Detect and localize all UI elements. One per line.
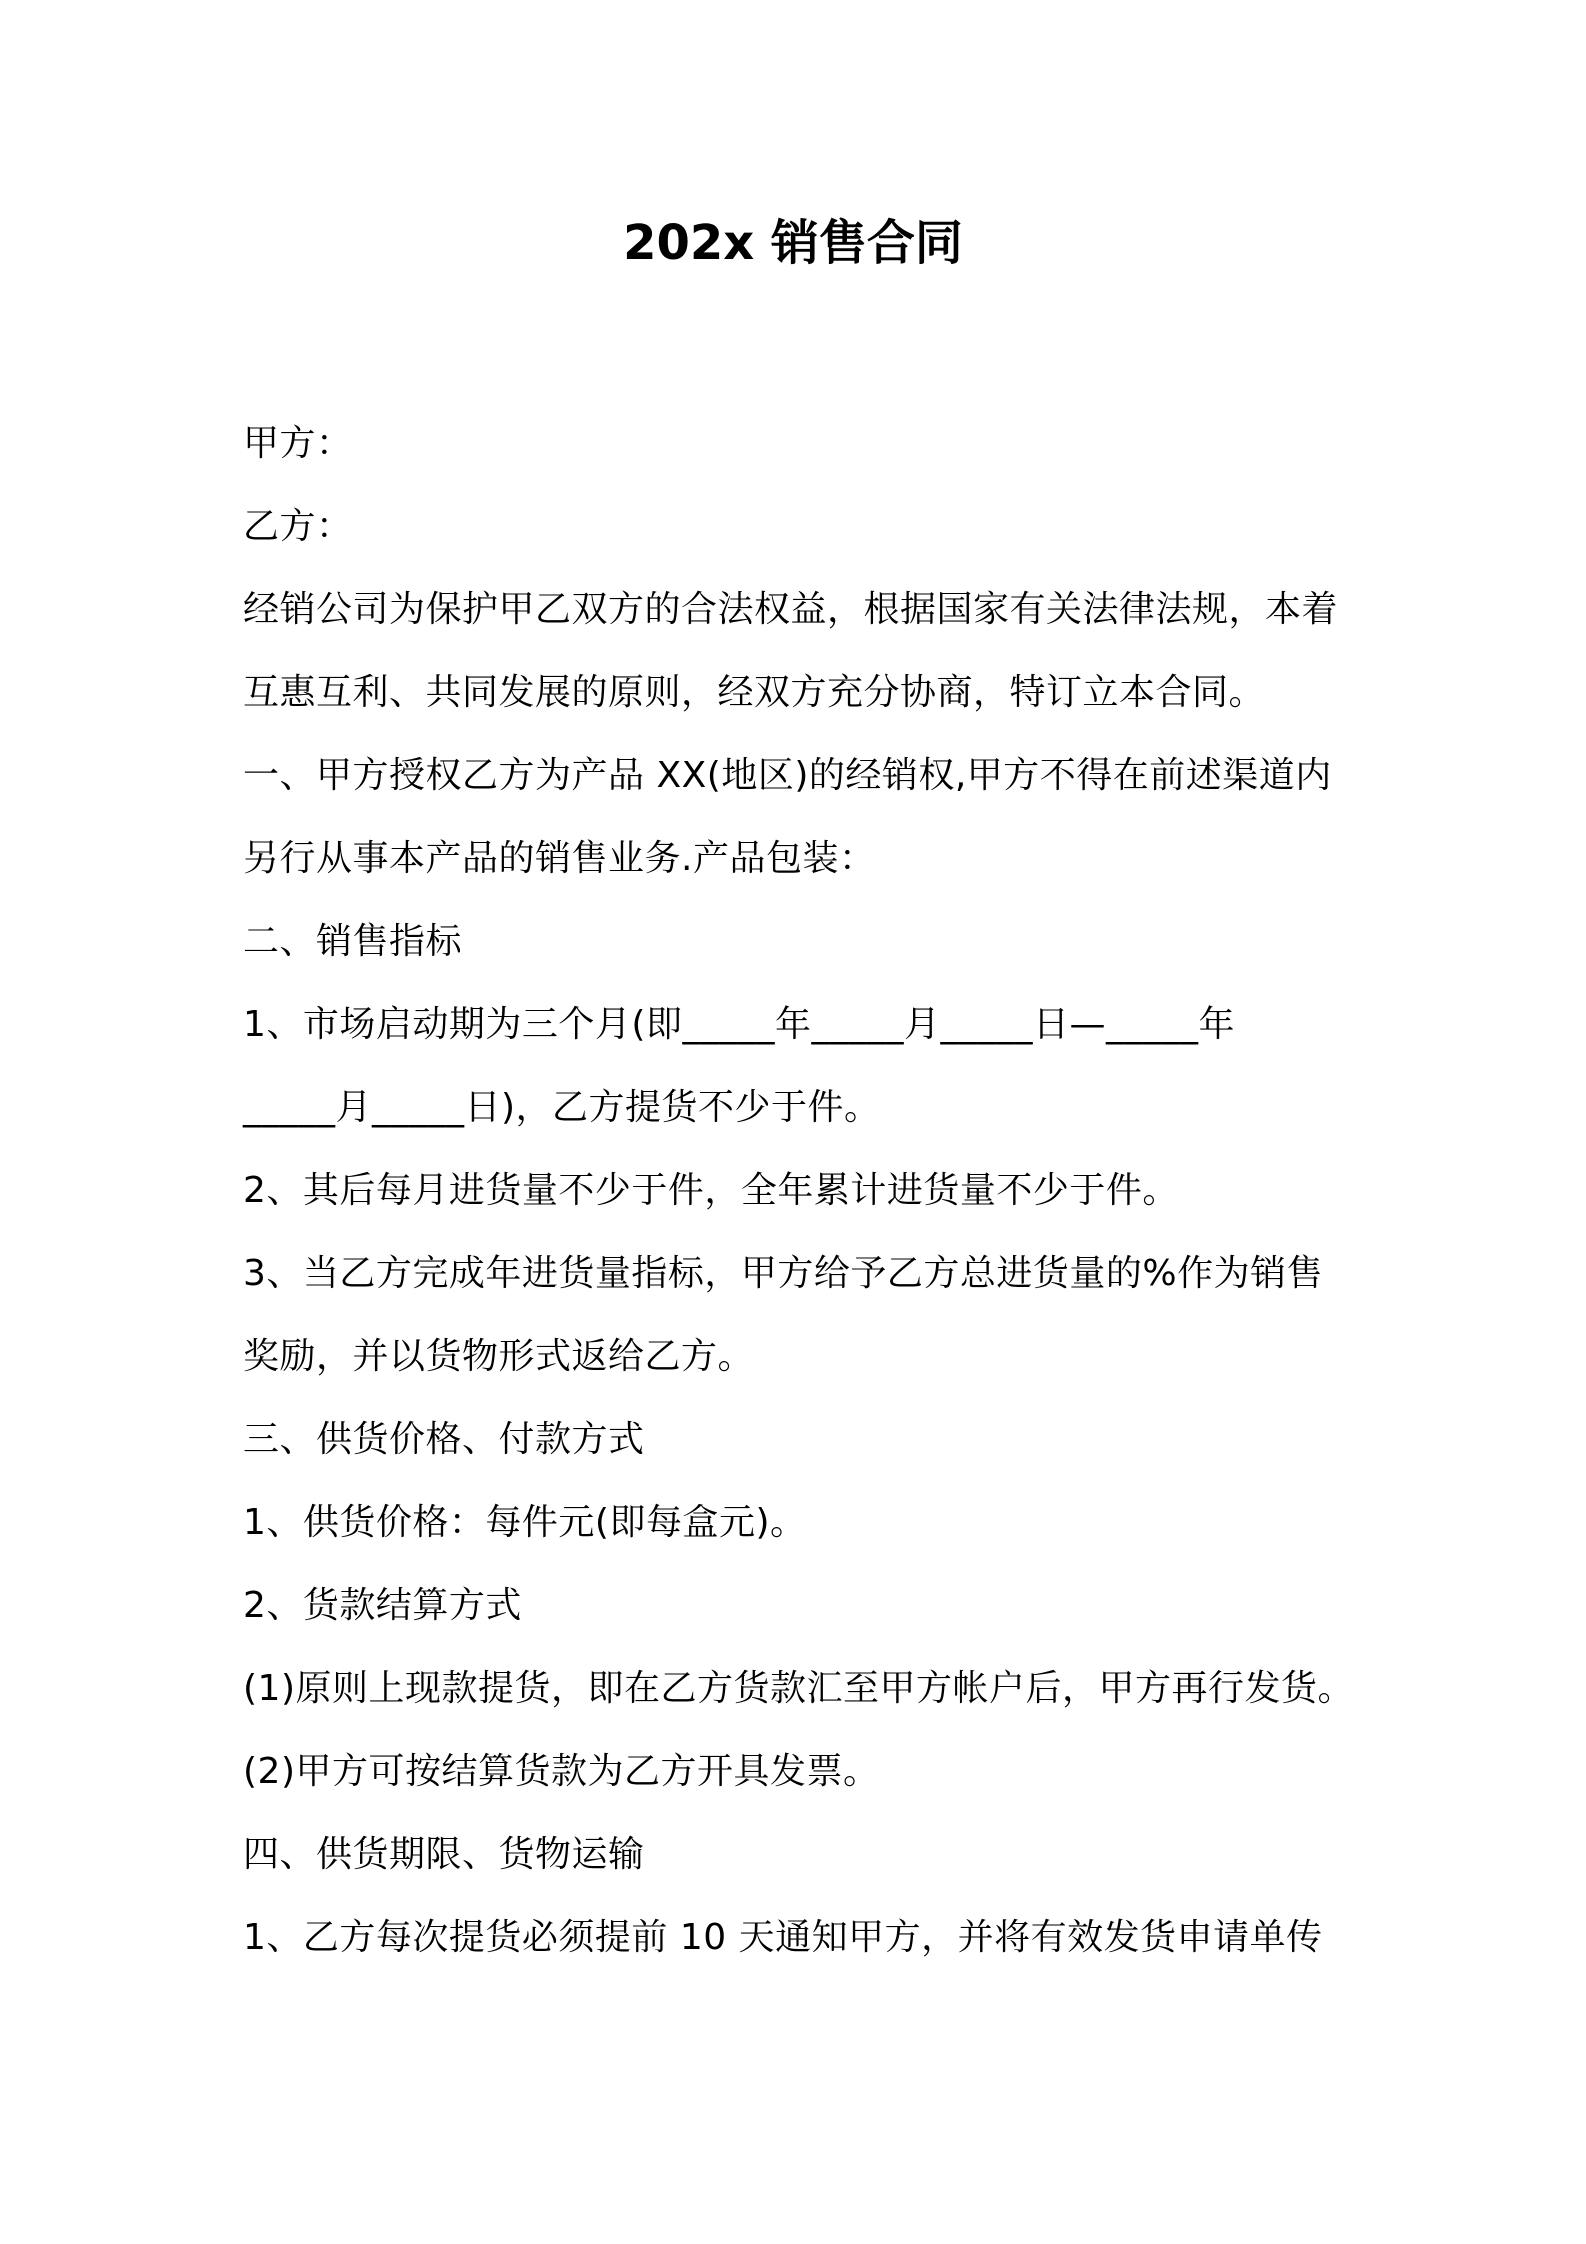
paragraph-line: 1、市场启动期为三个月(即_____年_____月_____日—_____年 — [243, 1004, 1235, 1045]
paragraph-line: 3、当乙方完成年进货量指标，甲方给予乙方总进货量的%作为销售 — [243, 1253, 1324, 1294]
party-a-line: 甲方： — [243, 423, 353, 464]
party-b-line: 乙方： — [243, 506, 353, 547]
paragraph-line: 奖励，并以货物形式返给乙方。 — [243, 1336, 755, 1377]
document-body — [243, 402, 1393, 1979]
paragraph-line: (2)甲方可按结算货款为乙方开具发票。 — [243, 1751, 880, 1792]
section-heading: 四、供货期限、货物运输 — [243, 1834, 645, 1875]
paragraph-line: 1、乙方每次提货必须提前 10 天通知甲方，并将有效发货申请单传 — [243, 1917, 1323, 1958]
paragraph-line: 1、供货价格：每件元(即每盒元)。 — [243, 1502, 807, 1543]
section-heading: 三、供货价格、付款方式 — [243, 1419, 645, 1460]
paragraph-line: (1)原则上现款提货，即在乙方货款汇至甲方帐户后，甲方再行发货。 — [243, 1668, 1354, 1709]
paragraph-line: 另行从事本产品的销售业务.产品包装： — [243, 838, 876, 879]
paragraph-line: 2、货款结算方式 — [243, 1585, 522, 1626]
paragraph-line: 2、其后每月进货量不少于件，全年累计进货量不少于件。 — [243, 1170, 1179, 1211]
paragraph-line: _____月_____日)，乙方提货不少于件。 — [243, 1087, 881, 1128]
paragraph-line: 互惠互利、共同发展的原则，经双方充分协商，特订立本合同。 — [243, 672, 1266, 713]
document-title: 202x 销售合同 — [623, 215, 963, 271]
paragraph-line: 经销公司为保护甲乙双方的合法权益，根据国家有关法律法规，本着 — [243, 589, 1339, 630]
section-heading: 二、销售指标 — [243, 921, 463, 962]
paragraph-line: 一、甲方授权乙方为产品 XX(地区)的经销权,甲方不得在前述渠道内 — [243, 755, 1332, 796]
